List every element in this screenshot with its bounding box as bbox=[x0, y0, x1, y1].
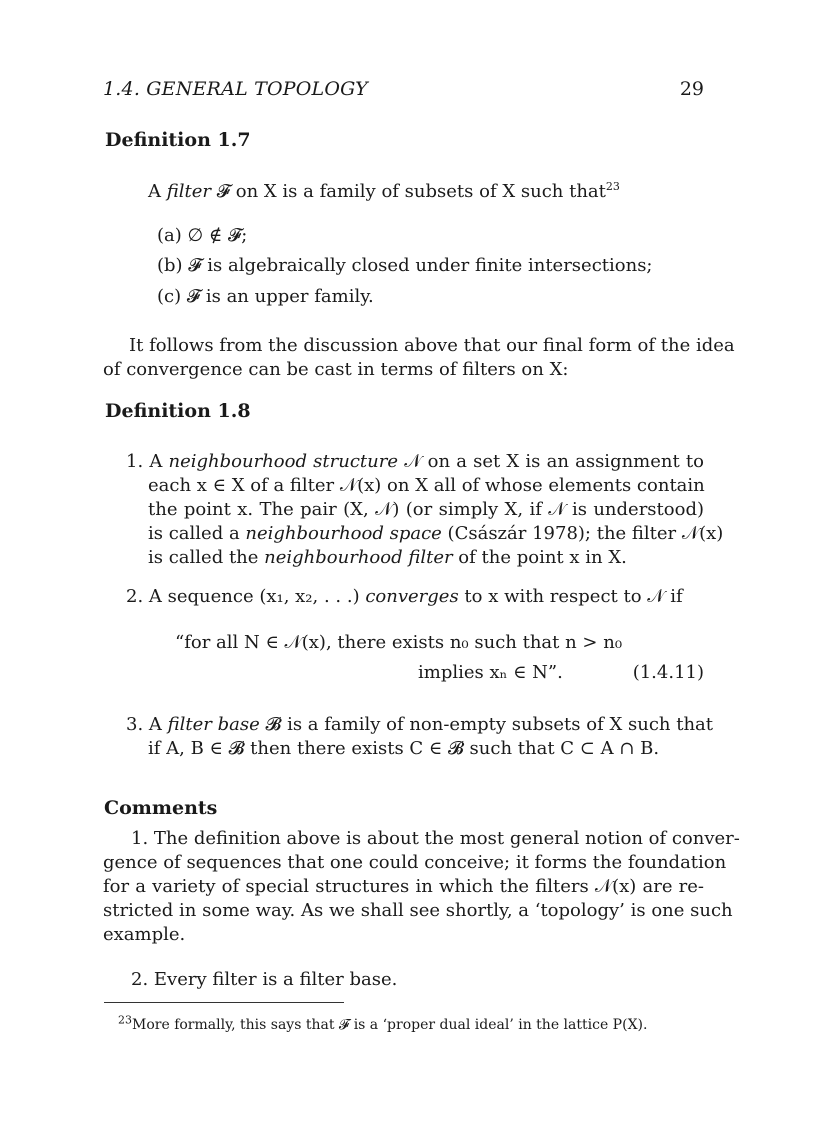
comment-1 bbox=[103, 827, 740, 947]
comment-line: for a variety of special structures in which the filters 𝒩(x) are re- bbox=[103, 876, 704, 897]
text: 1. A bbox=[126, 451, 169, 472]
comments-title: Comments bbox=[104, 797, 218, 819]
comment-line: gence of sequences that one could conceive; it forms the foundation bbox=[103, 852, 727, 873]
footnote-number: 23 bbox=[118, 1013, 132, 1027]
comment-line: stricted in some way. As we shall see shortly, a ‘topology’ is one such bbox=[103, 900, 733, 921]
item-3-line: if A, B ∈ 𝓑 then there exists C ∈ 𝓑 such that C ⊂ A ∩ B. bbox=[148, 738, 660, 759]
intro-text-rest: 𝓕 on X is a family of subsets of X such that bbox=[211, 181, 606, 202]
term: filter base bbox=[167, 714, 260, 735]
definition-1-8-item-2 bbox=[126, 585, 683, 609]
running-head: 1.4. GENERAL TOPOLOGY bbox=[103, 78, 368, 100]
term: neighbourhood filter bbox=[264, 547, 453, 568]
item-1-line bbox=[126, 522, 724, 546]
footnote-rule bbox=[104, 1002, 344, 1003]
item-1-line bbox=[126, 546, 704, 570]
comment-line: 1. The definition above is about the most general notion of conver- bbox=[131, 828, 740, 849]
text: 2. A sequence (x₁, x₂, . . .) bbox=[126, 586, 366, 607]
display-equation-line-2: implies xₙ ∈ N”. bbox=[418, 662, 563, 683]
paragraph-line: It follows from the discussion above that our final form of the idea bbox=[129, 335, 735, 356]
text: 𝒩 on a set X is an assignment to bbox=[398, 451, 704, 472]
paragraph-line: of convergence can be cast in terms of filters on X: bbox=[103, 359, 569, 380]
text: to x with respect to 𝒩 if bbox=[458, 586, 683, 607]
term: neighbourhood space bbox=[245, 523, 442, 544]
text: is called a bbox=[148, 523, 246, 544]
equation-number: (1.4.11) bbox=[632, 662, 704, 683]
display-equation-line-1: “for all N ∈ 𝒩(x), there exists n₀ such that n > n₀ bbox=[175, 632, 623, 653]
term-filter: filter bbox=[166, 181, 211, 202]
term: converges bbox=[365, 586, 459, 607]
condition-a: (a) ∅ ∉ 𝓕; bbox=[157, 225, 248, 246]
item-1-line: each x ∈ X of a filter 𝒩(x) on X all of whose elements contain bbox=[148, 475, 705, 496]
text: 3. A bbox=[126, 714, 168, 735]
item-3-line bbox=[126, 713, 714, 737]
definition-1-8-item-3 bbox=[126, 713, 714, 761]
item-1-line: the point x. The pair (X, 𝒩) (or simply X, if 𝒩 is understood) bbox=[148, 499, 704, 520]
text: of the point x in X. bbox=[452, 547, 627, 568]
condition-c: (c) 𝓕 is an upper family. bbox=[157, 286, 374, 307]
text: (Császár 1978); the filter 𝒩(x) bbox=[441, 523, 724, 544]
comment-2: 2. Every filter is a filter base. bbox=[131, 969, 398, 990]
footnote-text: More formally, this says that 𝓕 is a ‘proper dual ideal’ in the lattice P(X). bbox=[132, 1017, 648, 1033]
definition-1-8-title: Definition 1.8 bbox=[105, 400, 251, 422]
definition-1-7-title: Definition 1.7 bbox=[105, 129, 251, 151]
comment-line: example. bbox=[103, 924, 186, 945]
text: is called the bbox=[148, 547, 265, 568]
text: 𝓑 is a family of non-empty subsets of X such that bbox=[259, 714, 714, 735]
condition-b: (b) 𝓕 is algebraically closed under finite intersections; bbox=[157, 255, 653, 276]
page-number: 29 bbox=[679, 78, 704, 100]
definition-1-7-intro bbox=[148, 180, 620, 204]
item-1-line bbox=[126, 450, 704, 474]
transition-paragraph bbox=[103, 334, 735, 382]
term: neighbourhood structure bbox=[168, 451, 399, 472]
footnote bbox=[118, 1013, 648, 1033]
intro-text: A bbox=[148, 181, 167, 202]
definition-1-8-item-1 bbox=[126, 450, 724, 570]
footnote-marker: 23 bbox=[605, 180, 620, 193]
